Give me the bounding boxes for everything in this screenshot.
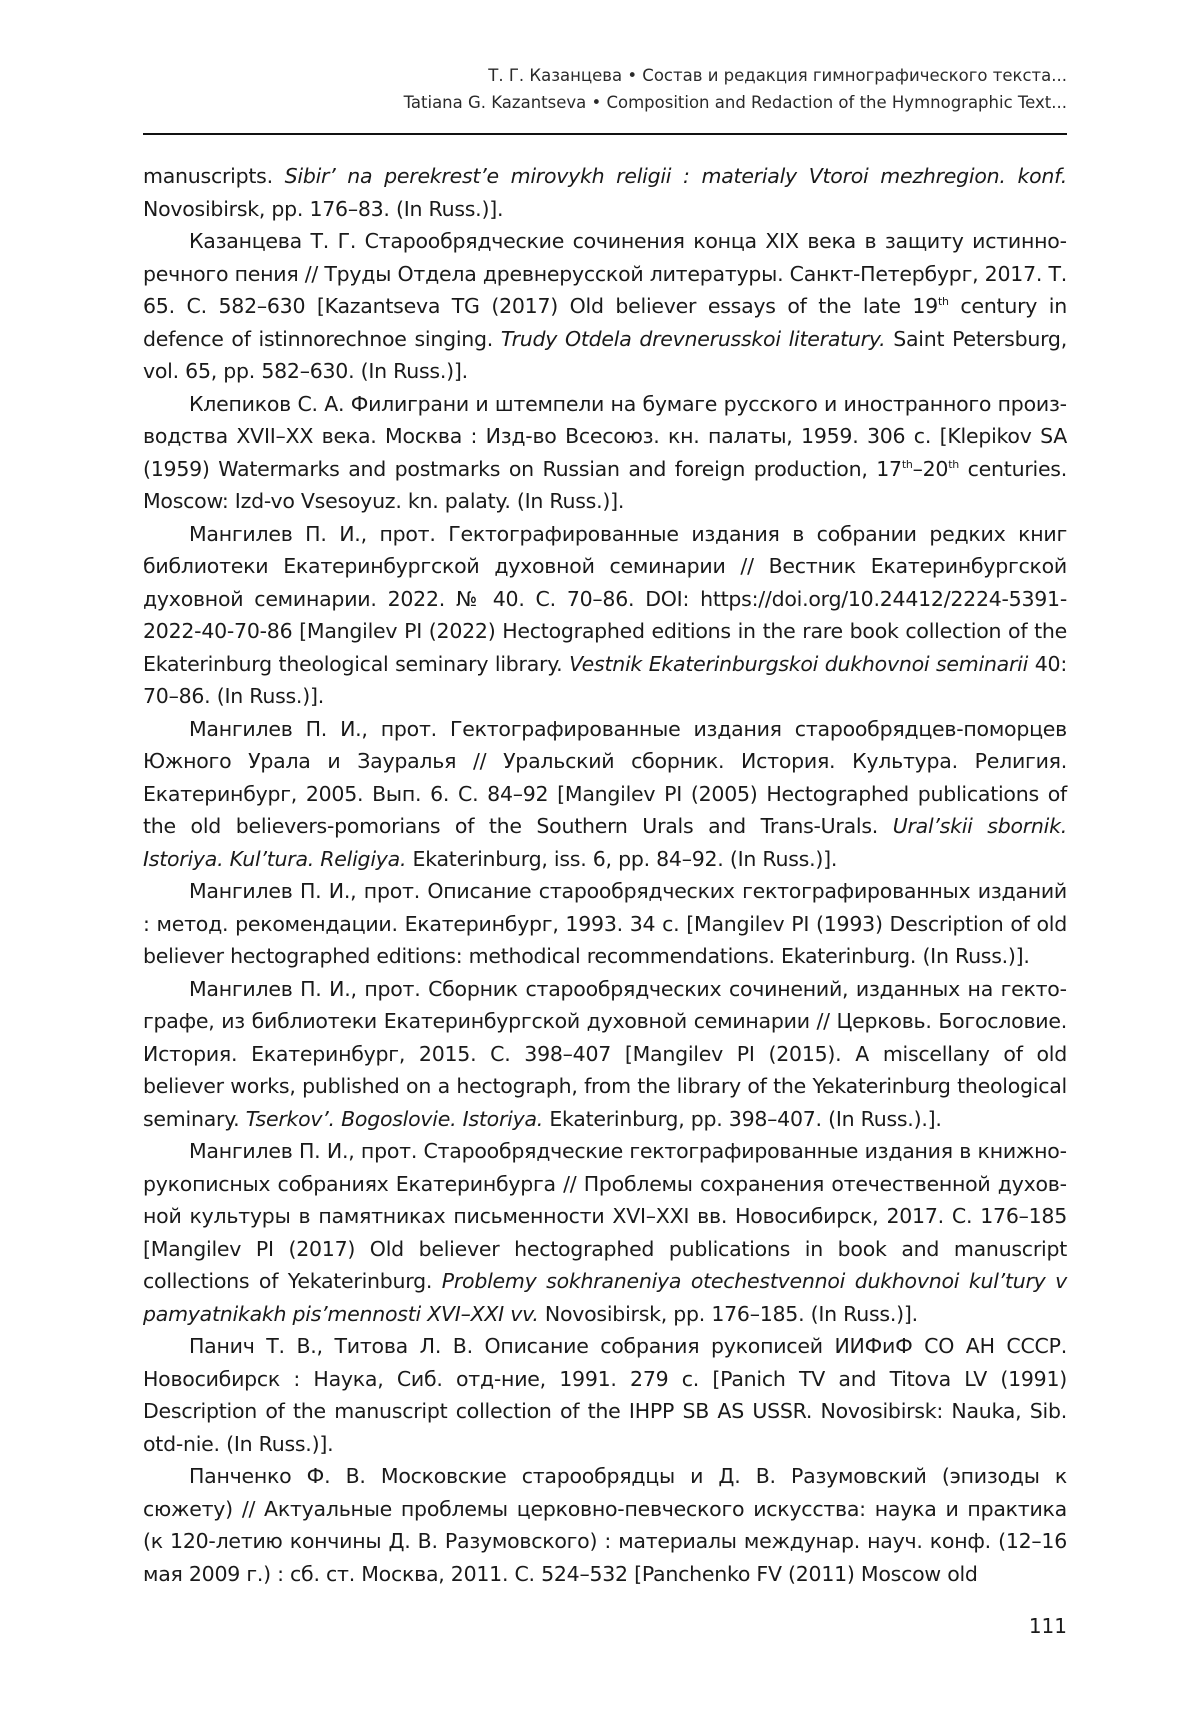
running-header-en: Tatiana G. Kazantseva • Composition and Redaction of the Hymnographic Text... <box>403 93 1067 112</box>
running-header-ru: Т. Г. Казанцева • Состав и редакция гимнографического текста... <box>488 66 1067 85</box>
reference-entry: Панич Т. В., Титова Л. В. Описание собрания рукописей ИИФиФ СО АН СССР. Новосибирск : Наука, Сиб. отд-ние, 1991. 279 с. [Panich TV and Titova LV (1991) Description of the manuscript collection of the IHPP SB AS USSR. Novosibirsk: Nauka, Sib. otd-nie. (In Russ.)]. <box>143 1334 1067 1456</box>
reference-entry: Панченко Ф. В. Московские старообрядцы и Д. В. Разумовский (эпизоды к сюжету) // Актуальные проблемы церковно-певческого искусства: наука и практика (к 120-летию кончины Д. В. Разумовского) : материалы междунар. науч. конф. (12–16 мая 2009 г.) : сб. ст. Москва, 2011. С. 524–532 [Panchenko FV (2011) Moscow old <box>143 1464 1067 1586</box>
reference-entry: manuscripts. Sibir’ na perekrest’e mirovykh religii : materialy Vtoroi mezhregion. konf. Novosibirsk, pp. 176–83. (In Russ.)]. <box>143 164 1068 221</box>
reference-entry: Клепиков С. А. Филиграни и штемпели на бумаге русского и иностранного производства XVII–XX века. Москва : Изд-во Всесоюз. кн. палаты, 1959. 306 с. [Klepikov SA (1959) Watermarks and postmarks on Russian and foreign production, 17th–20th centuries. Moscow: Izd-vo Vsesoyuz. kn. palaty. (In Russ.)]. <box>143 391 1067 513</box>
reference-entry: Мангилев П. И., прот. Старообрядческие гектографированные издания в книжнорукописных собраниях Екатеринбурга // Проблемы сохранения отечественной духовной культуры в памятниках письменности XVI–XXI вв. Новосибирск, 2017. С. 176–185 [Mangilev PI (2017) Old believer hectographed publications in book and manuscript collections of Yekaterinburg. Problemy sokhraneniya otechestvennoi dukhovnoi kul’tury v pamyatnikakh pis’mennosti XVI–XXI vv. Novosibirsk, pp. 176–185. (In Russ.)]. <box>143 1139 1068 1326</box>
reference-entry: Казанцева Т. Г. Старообрядческие сочинения конца XIX века в защиту истинноречного пения // Труды Отдела древнерусской литературы. Санкт-Петербург, 2017. Т. 65. С. 582–630 [Kazantseva TG (2017) Old believer essays of the late 19th century in defence of istinnorechnoe singing. Trudy Otdela drevnerusskoi literatury. Saint Petersburg, vol. 65, pp. 582–630. (In Russ.)]. <box>143 229 1067 383</box>
reference-list <box>143 160 1067 1590</box>
reference-entry: Мангилев П. И., прот. Гектографированные издания старообрядцев-поморцев Южного Урала и Зауралья // Уральский сборник. История. Культура. Религия. Екатеринбург, 2005. Вып. 6. С. 84–92 [Mangilev PI (2005) Hectographed publications of the old believers-pomorians of the Southern Urals and Trans-Urals. Ural’skii sbornik. Istoriya. Kul’tura. Religiya. Ekaterinburg, iss. 6, pp. 84–92. (In Russ.)]. <box>143 716 1068 871</box>
header-rule <box>143 133 1067 135</box>
reference-entry: Мангилев П. И., прот. Описание старообрядческих гектографированных изданий : метод. рекомендации. Екатеринбург, 1993. 34 с. [Mangilev PI (1993) Description of old believer hectographed editions: methodical recommendations. Ekaterinburg. (In Russ.)]. <box>143 879 1067 968</box>
running-header <box>143 62 1067 116</box>
page-number: 111 <box>1028 1614 1067 1638</box>
reference-entry: Мангилев П. И., прот. Гектографированные издания в собрании редких книг библиотеки Екатеринбургской духовной семинарии // Вестник Екатеринбургской духовной семинарии. 2022. № 40. С. 70–86. DOI: https://doi.org/10.24412/2224-5391-2022-40-70-86 [Mangilev PI (2022) Hectographed editions in the rare book collection of the Ekaterinburg theological seminary library. Vestnik Ekaterinburgskoi dukhovnoi seminarii 40: 70–86. (In Russ.)]. <box>143 521 1067 708</box>
reference-entry: Мангилев П. И., прот. Сборник старообрядческих сочинений, изданных на гектографе, из библиотеки Екатеринбургской духовной семинарии // Церковь. Богословие. История. Екатеринбург, 2015. С. 398–407 [Mangilev PI (2015). A miscellany of old believer works, published on a hectograph, from the library of the Yekaterinburg theological seminary. Tserkov’. Bogoslovie. Istoriya. Ekaterinburg, pp. 398–407. (In Russ.).]. <box>143 976 1067 1131</box>
